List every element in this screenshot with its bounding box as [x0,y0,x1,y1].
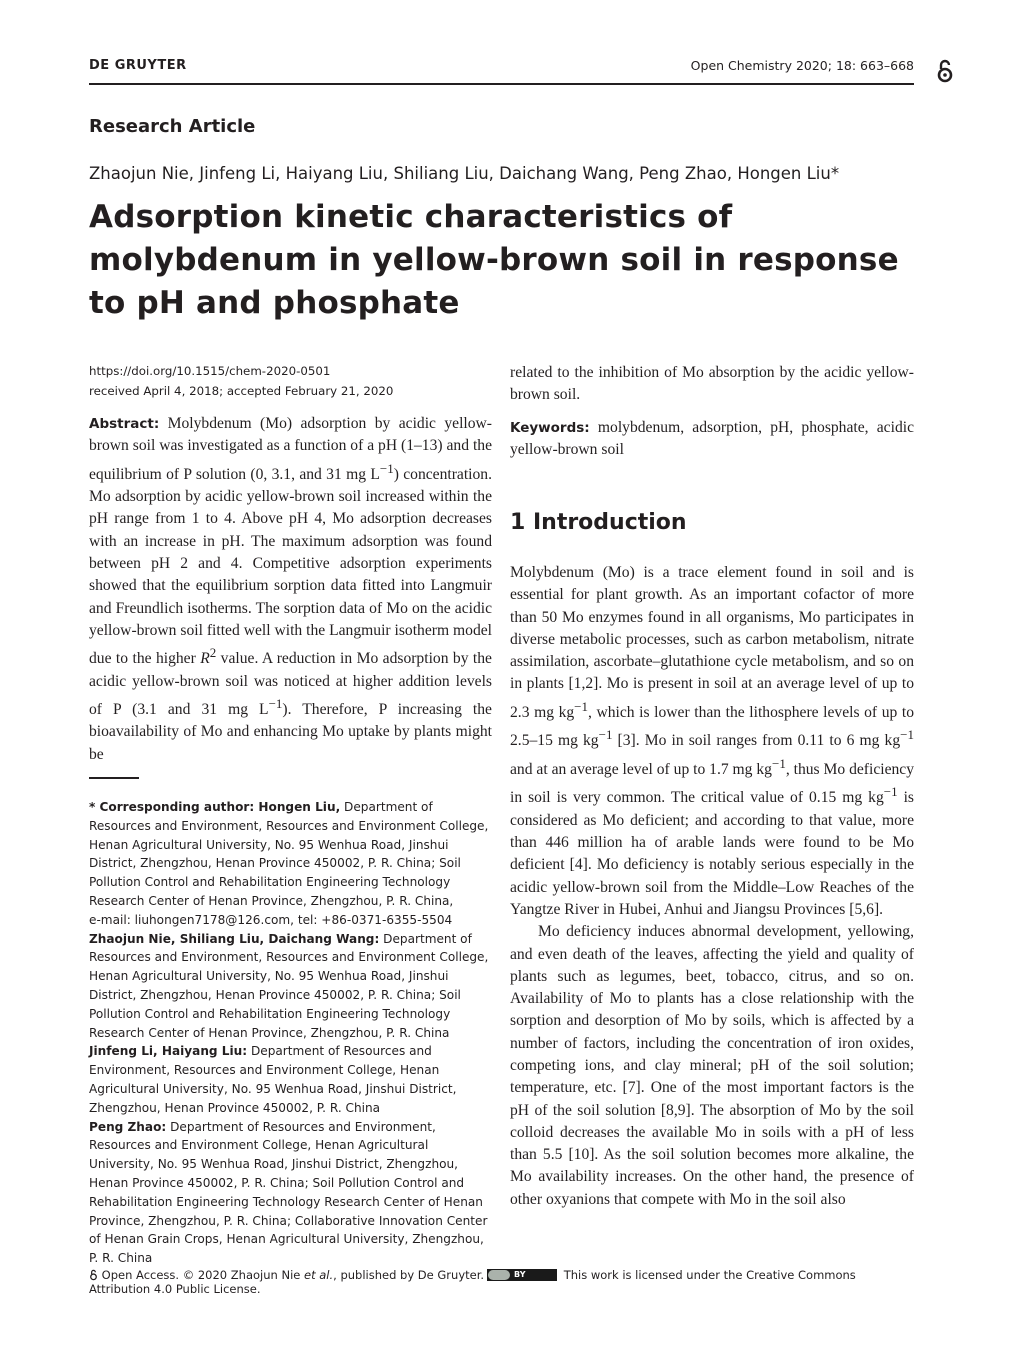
cc-by-badge-icon[interactable] [487,1269,557,1281]
keywords-label: Keywords: [510,420,590,436]
received-accepted-dates: received April 4, 2018; accepted February 21, 2020 [89,384,394,398]
superscript: 2 [209,645,217,661]
intro-paragraph: Mo deficiency induces abnormal development, yellowing, and even death of the leaves, affecting the yield and quality of plants such as legumes, beet, tobacco, citrus, and so on. Availability of Mo to plants has a close relationship with the sorption and desorption of Mo by soils, which is affected by a number of factors, including the concentration of iron oxides, competing ions, and clay mineral; pH of the soil solution; temperature, etc. [7]. One of the most important factors is the pH of the soil solution [8,9]. The absorption of Mo by the soil colloid decreases the available Mo in soils with a pH of less than 5.5 [10]. As the soil solution becomes more alkaline, the Mo availability increases. On the other hand, the presence of other oxyanions that compete with Mo in the soil also [510,923,914,1208]
body-text: [3]. Mo in soil ranges from 0.11 to 6 mg kg [612,732,901,750]
footnote-corresponding [89,798,494,911]
footnote-email: e-mail: liuhongen7178@126.com, tel: +86-0371-6355-5504 [89,912,453,927]
journal-citation: Open Chemistry 2020; 18: 663–668 [690,58,914,73]
introduction-body [510,562,914,1211]
open-access-icon [89,1269,98,1281]
footnote-label: Jinfeng Li, Haiyang Liu: [89,1044,248,1059]
body-text: , which is lower than the lithosphere levels of up to 2.5–15 mg kg [510,703,914,750]
superscript: −1 [883,784,898,800]
abstract-text: ). Therefore, P increasing the bioavailability of Mo and enhancing Mo uptake by plants might be [89,701,492,763]
license-text: This work is licensed under the Creative Commons Attribution 4.0 Public License. [89,1268,856,1296]
footnote-affiliation [89,930,494,1043]
publisher-name: DE GRUYTER [89,58,187,73]
footnote-label: Zhaojun Nie, Shiliang Liu, Daichang Wang: [89,931,380,946]
superscript: −1 [574,698,589,714]
license-text: et al. [304,1268,334,1282]
body-text: is considered as Mo deficient; and according to that value, more than 446 million ha of arable lands were found to be Mo deficient [4]. Mo deficiency is notably serious especially in the acidic yellow-brown soil from the Middle–Low Reaches of the Yangtze River in Hubei, Anhui and Jiangsu Provinces [5,6]. [510,789,914,918]
license-text: , published by De Gruyter. [333,1268,485,1282]
intro-paragraph [510,562,914,921]
cc-by-label: BY [514,1270,526,1279]
footnote-text: Department of Resources and Environment, Resources and Environment College, Henan Agricultural University, No. 95 Wenhua Road, Jinshui District, Zhengzhou, Henan Province 450002, P. R. China; Soil Pollution Control and Rehabilitation Engineering Technology Research Center of Henan Province, Zhengzhou, P. R. China, [89,800,489,908]
article-type: Research Article [89,116,256,137]
footnote-text: Department of Resources and Environment, Resources and Environment College, Henan Agricultural University, No. 95 Wenhua Road, Jinshui District, Zhengzhou, Henan Province 450002, P. R. China; Soil Pollution Control and Rehabilitation Engineering Technology Research Center of Henan Province, Zhengzhou, P. R. China; Collaborative Innovation Center of Henan Grain Crops, Henan Agricultural University, Zhengzhou, P. R. China [89,1119,488,1266]
footnote-rule [89,777,139,779]
superscript: −1 [771,755,786,771]
superscript: −1 [268,695,283,711]
body-text: and at an average level of up to 1.7 mg kg [510,760,772,778]
body-text: , thus Mo deficiency in soil is very common. The critical value of 0.15 mg kg [510,760,915,807]
doi-link[interactable]: https://doi.org/10.1515/chem-2020-0501 [89,364,331,378]
footnote-text: Department of Resources and Environment, Resources and Environment College, Henan Agricultural University, No. 95 Wenhua Road, Jinshui District, Zhengzhou, Henan Province 450002, P. R. China [89,1044,457,1115]
footnote-affiliation [89,1118,494,1268]
keywords [510,417,914,462]
superscript: −1 [900,727,914,743]
article-title: Adsorption kinetic characteristics of molybdenum in yellow-brown soil in response to pH and phosphate [89,199,899,321]
cc-logo-icon [488,1270,510,1280]
section-heading: 1 Introduction [510,510,687,535]
abstract-label: Abstract: [89,416,160,432]
abstract-text: value. A reduction in Mo adsorption by the acidic yellow-brown soil was noticed at higher addition levels of P (3.1 and 31 mg L [89,650,492,719]
license-footer [89,1268,919,1296]
license-text: Open Access. © 2020 Zhaojun Nie [98,1268,304,1282]
superscript: −1 [379,460,394,476]
abstract-text: ) concentration. Mo adsorption by acidic yellow-brown soil increased within the pH range from 1 to 4. Above pH 4, Mo adsorption decreases with an increase in pH. The maximum adsorption was found between pH 2 and 4. Competitive adsorption experiments showed that the equilibrium sorption data fitted into Langmuir and Freundlich isotherms. The sorption data of Mo on the acidic yellow-brown soil fitted well with the Langmuir isotherm model due to the higher [89,465,492,668]
author-list: Zhaojun Nie, Jinfeng Li, Haiyang Liu, Shiliang Liu, Daichang Wang, Peng Zhao, Hongen Liu* [89,164,840,183]
superscript: −1 [598,727,613,743]
footnote-label: Peng Zhao: [89,1119,167,1134]
abstract-continued: related to the inhibition of Mo absorption by the acidic yellow-brown soil. [510,364,914,404]
author-affiliations [89,798,494,1268]
abstract-text: Molybdenum (Mo) adsorption by acidic yellow-brown soil was investigated as a function of a pH (1–13) and the equilibrium of P solution (0, 3.1, and 31 mg L [89,415,492,483]
keywords-text: molybdenum, adsorption, pH, phosphate, acidic yellow-brown soil [510,419,914,459]
footnote-text: Department of Resources and Environment, Resources and Environment College, Henan Agricultural University, No. 95 Wenhua Road, Jinshui District, Zhengzhou, Henan Province 450002, P. R. China; Soil Pollution Control and Rehabilitation Engineering Technology Research Center of Henan Province, Zhengzhou, P. R. China [89,931,489,1040]
r-symbol: R [200,650,210,668]
footnote-label: * Corresponding author: Hongen Liu, [89,800,341,814]
header-rule [89,83,914,85]
abstract-paragraph [89,413,492,766]
footnote-affiliation [89,1042,494,1117]
open-access-icon [936,58,954,84]
body-text: Molybdenum (Mo) is a trace element found in soil and is essential for plant growth. As an important cofactor of more than 50 Mo enzymes found in all organisms, Mo participates in diverse metabolic processes, such as carbon metabolism, nitrate assimilation, ascorbate–glutathione cycle metabolism, and so on in plants [1,2]. Mo is present in soil at an average level of up to 2.3 mg kg [510,564,914,721]
abstract [89,413,492,766]
